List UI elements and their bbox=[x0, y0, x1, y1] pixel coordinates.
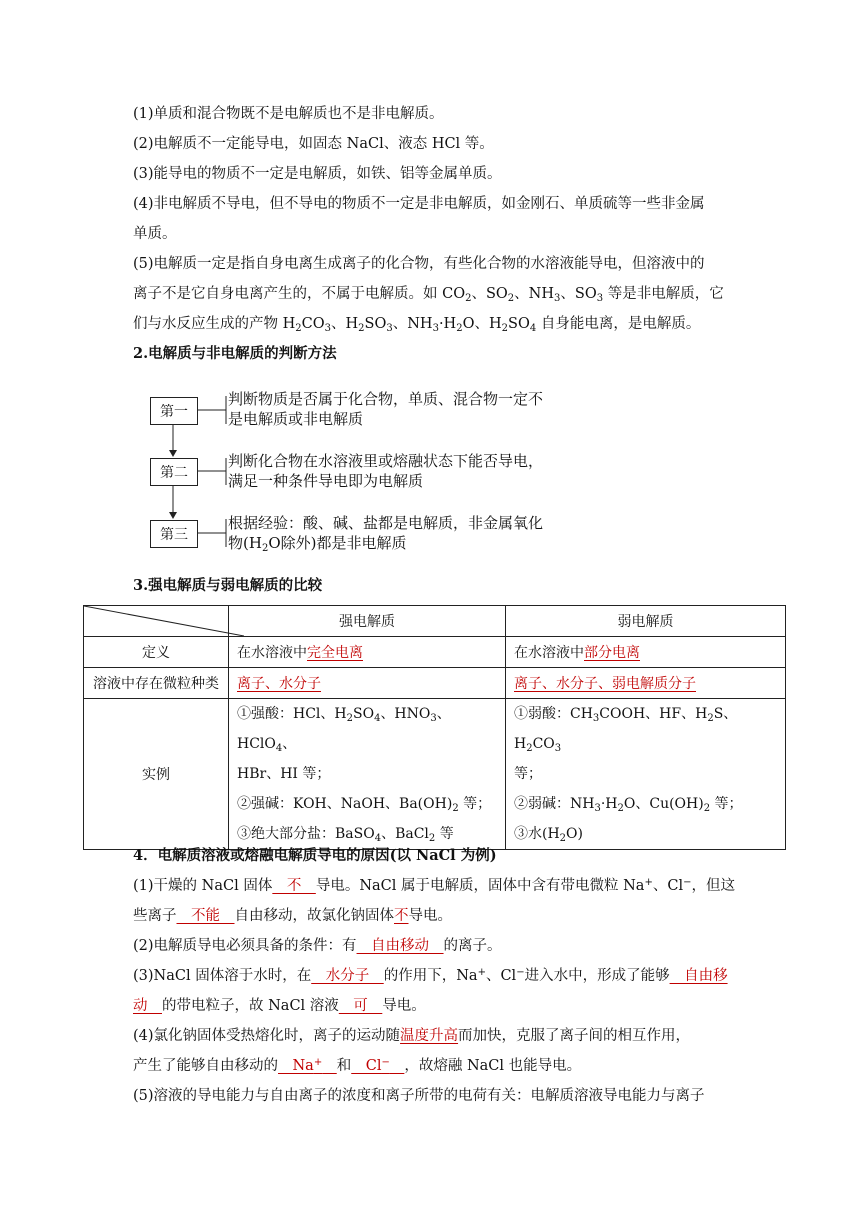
flow-text-3b: 物($H_2O$除外)都是非电解质 bbox=[228, 534, 407, 554]
species-weak-cell: 离子、水分子、弱电解质分子 bbox=[506, 668, 786, 699]
flow-text-1a: 判断物质是否属于化合物，单质、混合物一定不 bbox=[228, 390, 544, 408]
paragraph-3: (3)能导电的物质不一定是电解质，如铁、铝等金属单质。 bbox=[133, 166, 502, 182]
heading-2: 2.电解质与非电解质的判断方法 bbox=[133, 345, 337, 362]
def-strong-cell: 在水溶液中完全电离 bbox=[229, 637, 506, 668]
example-strong-2: HBr、HI 等； bbox=[237, 766, 331, 782]
example-strong-1: ①强酸：HCl、$H_2SO_4$、$HNO_3$、HClO$_4$、 bbox=[237, 706, 451, 754]
s4-line-8: (5)溶液的导电能力与自由离子的浓度和离子所带的电荷有关：电解质溶液导电能力与离子 bbox=[133, 1088, 705, 1104]
flow-text-2b: 满足一种条件导电即为电解质 bbox=[228, 472, 424, 490]
flow-text-1b: 是电解质或非电解质 bbox=[228, 410, 364, 428]
s4-line-4: (3)NaCl 固体溶于水时，在 水分子 的作用下，Na+、Cl−进入水中，形成了能够 自由移 bbox=[133, 967, 728, 984]
flow-step-2: 第二 bbox=[150, 458, 198, 486]
s4-line-6: (4)氯化钠固体受热熔化时，离子的运动随温度升高而加快，克服了离子间的相互作用， bbox=[133, 1028, 691, 1044]
header-corner-cell bbox=[84, 606, 229, 637]
row-label-species: 溶液中存在微粒种类 bbox=[84, 668, 229, 699]
s4-line-7: 产生了能够自由移动的 Na+ 和 Cl− ，故熔融 NaCl 也能导电。 bbox=[133, 1057, 582, 1074]
flow-step-3: 第三 bbox=[150, 520, 198, 548]
example-strong-3: ②强碱：KOH、NaOH、$Ba(OH)_2$ 等； bbox=[237, 796, 492, 814]
paragraph-1: (1)单质和混合物既不是电解质也不是非电解质。 bbox=[133, 106, 444, 122]
heading-4: 4．电解质溶液或熔融电解质导电的原因(以 NaCl 为例) bbox=[133, 847, 497, 864]
header-strong: 强电解质 bbox=[229, 606, 506, 637]
paragraph-5-cont2: 们与水反应生成的产物 $H_2CO_3$、$H_2SO_3$、$NH_3\cdot H_2O$、$H_2SO_4$ 自身能电离，是电解质。 bbox=[133, 316, 701, 334]
row-label-definition: 定义 bbox=[84, 637, 229, 668]
header-weak: 弱电解质 bbox=[506, 606, 786, 637]
flow-step-1: 第一 bbox=[150, 397, 198, 425]
example-weak-3: ②弱碱：$NH_3\cdot H_2O$、$Cu(OH)_2$ 等； bbox=[514, 796, 743, 814]
flow-text-3a: 根据经验：酸、碱、盐都是电解质，非金属氧化 bbox=[228, 514, 544, 532]
s4-line-1: (1)干燥的 NaCl 固体 不 导电。NaCl 属于电解质，固体中含有带电微粒 Na+、Cl−，但这 bbox=[133, 877, 735, 894]
s4-line-2: 些离子 不能 自由移动，故氯化钠固体不导电。 bbox=[133, 908, 452, 924]
example-strong-4: ③绝大部分盐：BaSO$_4$、BaCl$_2$ 等 bbox=[237, 826, 454, 844]
paragraph-2: (2)电解质不一定能导电，如固态 NaCl、液态 HCl 等。 bbox=[133, 136, 494, 152]
row-label-example: 实例 bbox=[84, 699, 229, 850]
paragraph-4: (4)非电解质不导电，但不导电的物质不一定是非电解质，如金刚石、单质硫等一些非金属 bbox=[133, 196, 705, 212]
example-weak-cell bbox=[506, 699, 786, 850]
s4-line-5: 动 的带电粒子，故 NaCl 溶液 可 导电。 bbox=[133, 998, 426, 1014]
paragraph-5: (5)电解质一定是指自身电离生成离子的化合物，有些化合物的水溶液能导电，但溶液中的 bbox=[133, 256, 705, 272]
flowchart-connectors bbox=[0, 0, 868, 600]
example-weak-1: ①弱酸：$CH_3COOH$、HF、$H_2S$、$H_2CO_3$ bbox=[514, 706, 738, 754]
example-strong-cell bbox=[229, 699, 506, 850]
example-weak-2: 等； bbox=[514, 766, 542, 782]
example-weak-4: ③水$(H_2O)$ bbox=[514, 826, 583, 844]
species-strong-cell: 离子、水分子 bbox=[229, 668, 506, 699]
paragraph-4-cont: 单质。 bbox=[133, 226, 177, 242]
comparison-table bbox=[83, 605, 786, 850]
s4-line-3: (2)电解质导电必须具备的条件：有 自由移动 的离子。 bbox=[133, 938, 502, 954]
heading-3: 3.强电解质与弱电解质的比较 bbox=[133, 577, 323, 594]
def-weak-cell: 在水溶液中部分电离 bbox=[506, 637, 786, 668]
paragraph-5-cont: 离子不是它自身电离产生的，不属于电解质。如 $CO_2$、$SO_2$、$NH_3$、$SO_3$ 等是非电解质，它 bbox=[133, 286, 724, 304]
flow-text-2a: 判断化合物在水溶液里或熔融状态下能否导电， bbox=[228, 452, 544, 470]
diagonal-line bbox=[84, 606, 244, 636]
